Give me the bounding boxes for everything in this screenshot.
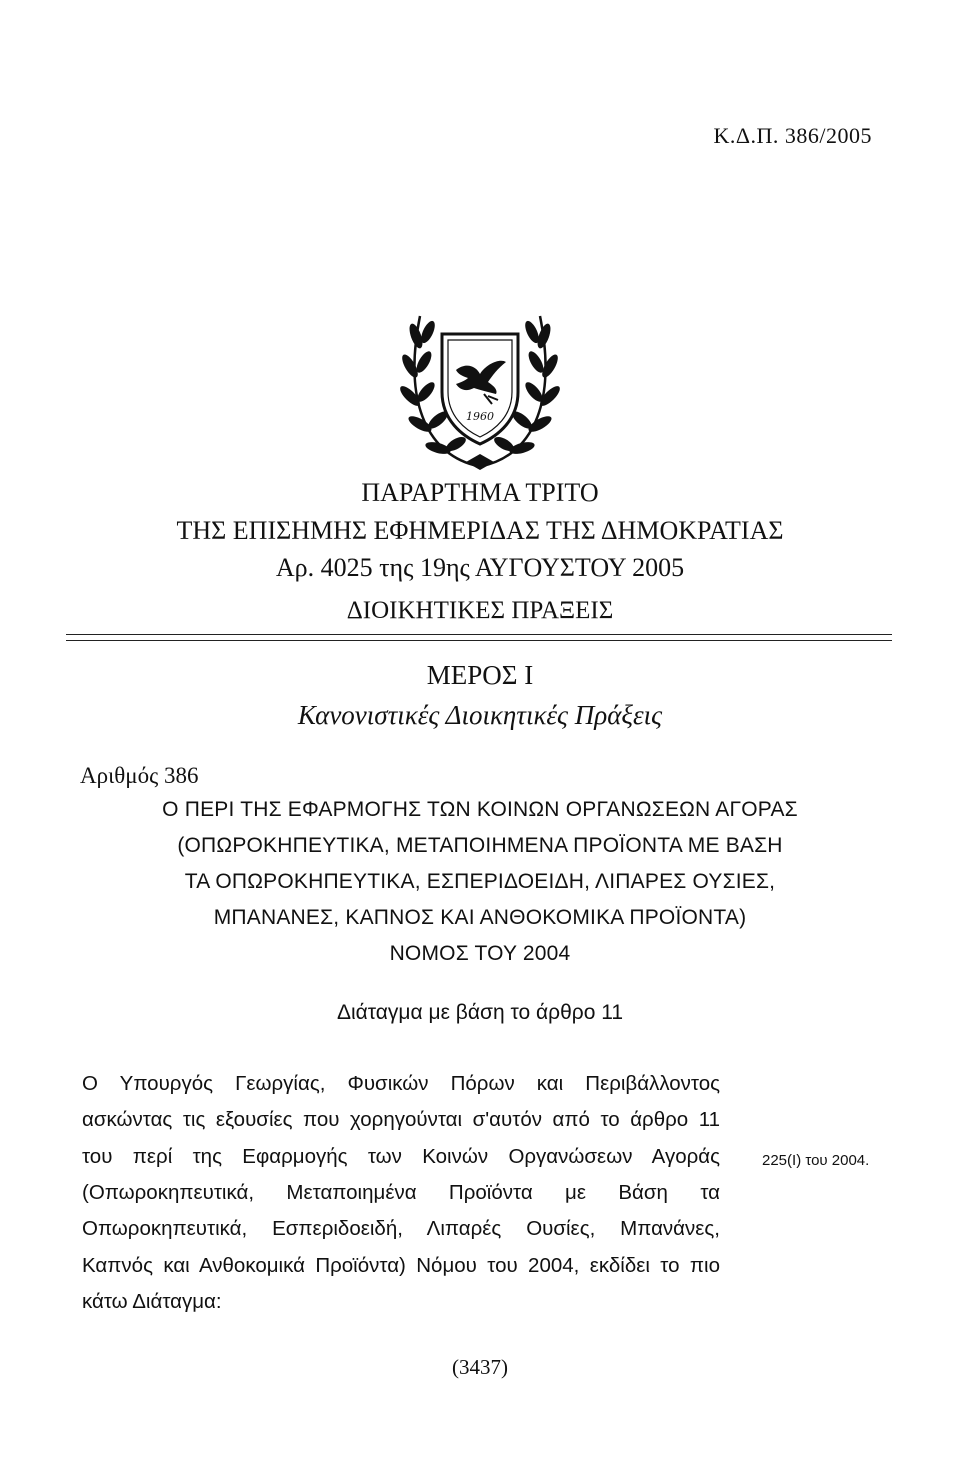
page-number: (3437) xyxy=(452,1355,508,1379)
law-title-line: ΜΠΑΝΑΝΕΣ, ΚΑΠΝΟΣ ΚΑΙ ΑΝΘΟΚΟΜΙΚΑ ΠΡΟΪΟΝΤΑ) xyxy=(213,906,747,929)
body-text-line: ασκώντας τις εξουσίες που χορηγούνται σ'αυτόν από το άρθρο 11 xyxy=(82,1108,720,1131)
body-text-line: του περί της Εφαρμογής των Κοινών Οργανώσεων Αγοράς xyxy=(82,1145,720,1168)
cyprus-coat-of-arms-icon xyxy=(380,296,580,476)
part-title: ΜΕΡΟΣ Ι xyxy=(426,660,534,690)
body-text-line: Καπνός και Ανθοκομικά Προϊόντα) Νόμου του 2004, εκδίδει το πιο xyxy=(82,1254,720,1277)
body-text-line: (Οπωροκηπευτικά, Μεταποιημένα Προϊόντα με Βάση τα xyxy=(82,1181,720,1204)
law-title-line: ΝΟΜΟΣ ΤΟΥ 2004 xyxy=(389,942,571,965)
body-text-line: Οπωροκηπευτικά, Εσπεριδοειδή, Λιπαρές Ουσίες, Μπανάνες, xyxy=(82,1217,720,1240)
emblem-year: 1960 xyxy=(466,410,494,423)
issue-line: Αρ. 4025 της 19ης ΑΥΓΟΥΣΤΟΥ 2005 xyxy=(275,553,685,582)
part-subtitle: Κανονιστικές Διοικητικές Πράξεις xyxy=(297,700,663,730)
regulation-number: Αριθμός 386 xyxy=(80,763,199,788)
administrative-acts-title: ΔΙΟΙΚΗΤΙΚΕΣ ΠΡΑΞΕΙΣ xyxy=(346,597,614,624)
annex-title: ΠΑΡΑΡΤΗΜΑ ΤΡΙΤΟ xyxy=(361,478,599,507)
law-title-line: Ο ΠΕΡΙ ΤΗΣ ΕΦΑΡΜΟΓΗΣ ΤΩΝ ΚΟΙΝΩΝ ΟΡΓΑΝΩΣΕΩΝ ΑΓΟΡΑΣ xyxy=(162,798,798,821)
margin-law-reference: 225(Ι) του 2004. xyxy=(762,1152,870,1169)
order-title: Διάταγμα με βάση το άρθρο 11 xyxy=(336,1001,624,1024)
body-text-line: κάτω Διάταγμα: xyxy=(82,1290,222,1313)
divider-line-bottom xyxy=(66,640,892,641)
law-title-line: ΤΑ ΟΠΩΡΟΚΗΠΕΥΤΙΚΑ, ΕΣΠΕΡΙΔΟΕΙΔΗ, ΛΙΠΑΡΕΣ ΟΥΣΙΕΣ, xyxy=(184,870,776,893)
document-reference: Κ.Δ.Π. 386/2005 xyxy=(713,123,872,148)
body-text-line: Ο Υπουργός Γεωργίας, Φυσικών Πόρων και Περιβάλλοντος xyxy=(82,1072,720,1095)
law-title-line: (ΟΠΩΡΟΚΗΠΕΥΤΙΚΑ, ΜΕΤΑΠΟΙΗΜΕΝΑ ΠΡΟΪΟΝΤΑ ΜΕ ΒΑΣΗ xyxy=(177,834,783,857)
gazette-title: ΤΗΣ ΕΠΙΣΗΜΗΣ ΕΦΗΜΕΡΙΔΑΣ ΤΗΣ ΔΗΜΟΚΡΑΤΙΑΣ xyxy=(176,516,784,545)
divider-line-top xyxy=(66,634,892,635)
